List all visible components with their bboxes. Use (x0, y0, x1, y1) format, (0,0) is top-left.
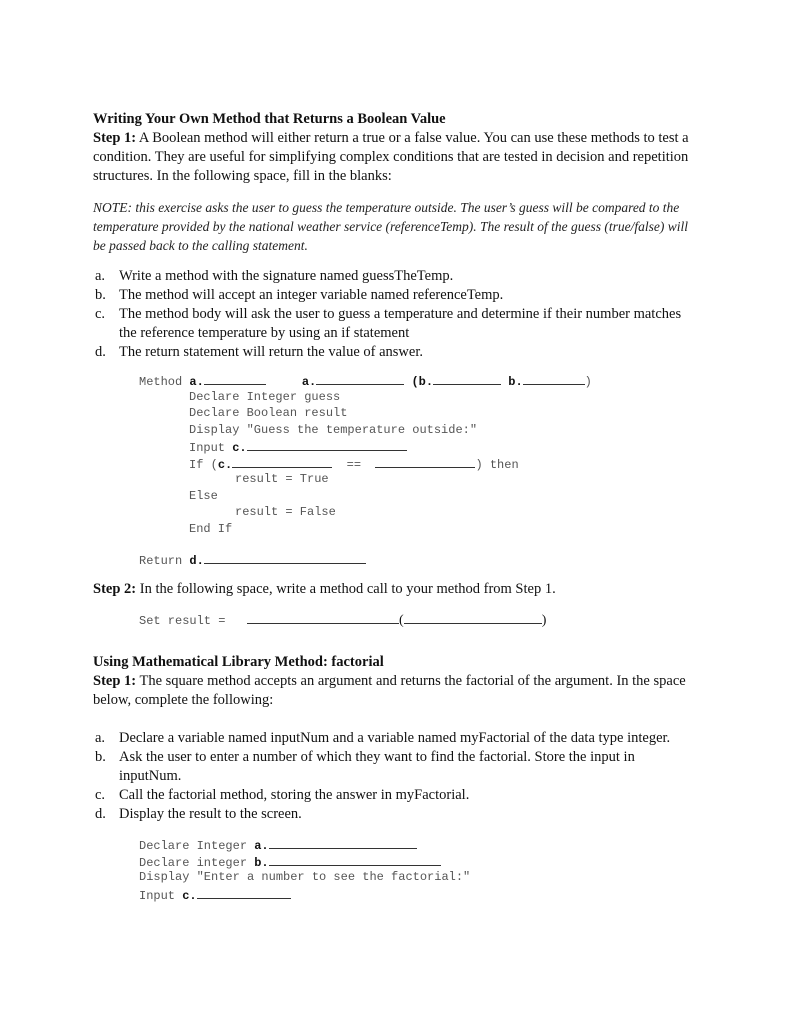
section1-title: Writing Your Own Method that Returns a Boolean Value (93, 111, 446, 127)
step1-text: A Boolean method will either return a true or a false value. You can use these methods to test a condition. They are useful for simplifying complex conditions that are tested in decision and repetition structures. In the following space, fill in the blanks: (93, 130, 689, 184)
step2-text: In the following space, write a method call to your method from Step 1. (136, 580, 556, 597)
list-item: c. Call the factorial method, storing the answer in myFactorial. (95, 787, 470, 803)
list-item: d. The return statement will return the value of answer. (95, 344, 423, 360)
section2-instructions (93, 729, 698, 824)
list-item: a. Declare a variable named inputNum and a variable named myFactorial of the data type integer. (95, 730, 671, 746)
code-line: result = True (235, 472, 329, 486)
list-item: d. Display the result to the screen. (95, 806, 302, 822)
method-code-block (139, 372, 698, 568)
section2-title: Using Mathematical Library Method: factorial (93, 654, 384, 670)
code-line-declare1: Declare Integer a. (139, 836, 698, 853)
code-line: Display "Guess the temperature outside:" (189, 422, 478, 437)
code-line: Else (189, 488, 218, 503)
step2-label: Step 2: (93, 580, 137, 597)
code-line: Declare Boolean result (189, 406, 348, 420)
blank-c1-label: c. (232, 441, 247, 455)
step2-code-block (139, 611, 698, 628)
list-item: b. Ask the user to enter a number of which they want to find the factorial. Store the input in inputNum. (95, 749, 635, 784)
section1-instructions (93, 267, 698, 362)
list-item: b. The method will accept an integer variable named referenceTemp. (95, 287, 504, 303)
section1-step1 (93, 129, 698, 186)
note-paragraph: NOTE: this exercise asks the user to guess the temperature outside. The user’s guess will be compared to the temperature provided by the national weather service (referenceTemp). The result of the guess (true/false) will be passed back to the calling statement. (93, 200, 689, 253)
section1-step2 (93, 580, 698, 599)
code-line: result = False (235, 505, 336, 519)
blank-b-label: b. (254, 855, 269, 870)
blank-a-label: a. (254, 839, 269, 853)
worksheet-page (93, 110, 698, 902)
code-line-input: Input c. (139, 886, 698, 903)
blank-b2-label: b. (508, 375, 523, 389)
blank-a2-label: a. (301, 375, 317, 389)
code-line: Display "Enter a number to see the factorial:" (139, 870, 471, 884)
step1-text: The square method accepts an argument and returns the factorial of the argument. In the space below, complete the following: (93, 673, 686, 708)
list-item: a. Write a method with the signature named guessTheTemp. (95, 268, 454, 284)
code-line: Declare Integer guess (189, 389, 341, 404)
factorial-code-block (139, 836, 698, 902)
blank-c-label: c. (182, 888, 197, 903)
section2-step1 (93, 672, 698, 710)
code-line-method: Method a. a. (b. b. ) (139, 372, 698, 389)
code-line-set: Set result = ( ) (139, 612, 547, 628)
code-line-declare2: Declare integer b. (139, 853, 698, 870)
blank-d-label: d. (189, 554, 204, 568)
list-item: c. The method body will ask the user to guess a temperature and determine if their number matches the reference temperature by using an if statement (95, 306, 682, 341)
step1-label: Step 1: (93, 130, 137, 146)
code-line-input: Input c. (139, 438, 698, 455)
code-line-return: Return d. (139, 551, 698, 568)
blank-c2-label: c. (217, 457, 233, 472)
code-line-if: If (c. == ) then (139, 455, 698, 472)
blank-b1-label: (b. (411, 375, 434, 389)
code-line: End If (189, 521, 233, 536)
blank-a1-label: a. (189, 375, 204, 389)
step1-label: Step 1: (93, 673, 137, 689)
